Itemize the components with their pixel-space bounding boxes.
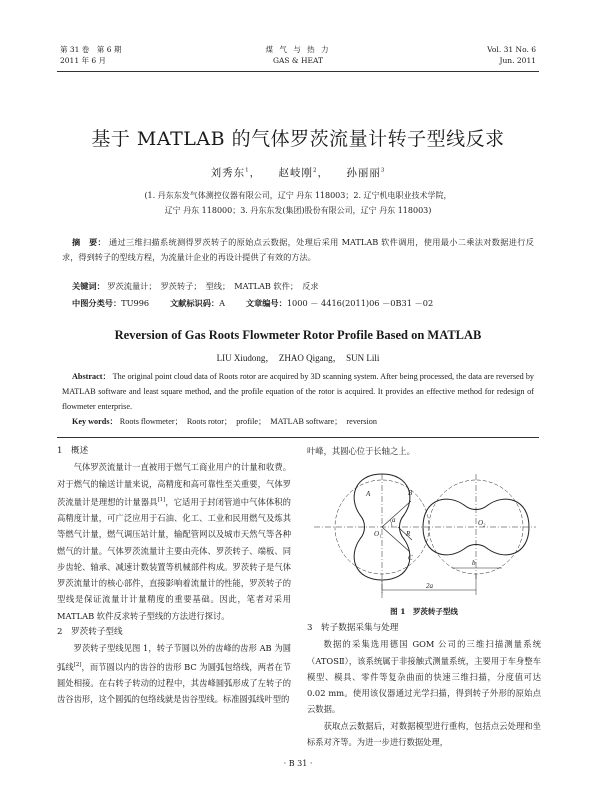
figure-1-caption: 图 1 罗茨转子型线 — [390, 607, 458, 616]
keywords-cn — [72, 281, 319, 292]
label-A: A — [366, 490, 371, 498]
label-a: a — [392, 516, 396, 524]
section-1-heading: 1 概述 — [57, 446, 89, 456]
citation-2: [2] — [73, 661, 82, 668]
affiliation-line-2: 辽宁 丹东 118000；3. 丹东东发(集团)股份有限公司，辽宁 丹东 118003) — [164, 206, 432, 215]
section-3-paragraph-2: 获取点云数据后，对数据模型进行重构，包括点云处理和坐标系对齐等。为进一步进行数据处理， — [307, 720, 541, 748]
section-2-paragraph: 罗茨转子型线见图 1，转子节圆以外的齿峰的齿形 AB 为圆弧线[2]，而节圆以内的齿谷的齿形 BC 为圆弧包络线，两者在节圆处相接。在右转子转动的过程中，其齿峰圆弧形成了左转子的齿谷齿形，这个圆弧的包络线就是齿谷型线。标准圆弧线叶型的 — [57, 643, 291, 704]
right-column-top — [307, 443, 541, 459]
label-R: R — [406, 530, 411, 538]
keywords-en-text: Roots flowmeter； Roots rotor； profile； MATLAB software； reversion — [119, 417, 377, 426]
keywords-cn-text: 罗茨流量计； 罗茨转子； 型线； MATLAB 软件； 反求 — [107, 281, 319, 291]
volume-issue: 第 31 卷 第 6 期 — [60, 45, 122, 54]
paper-title-cn: 基于 MATLAB 的气体罗茨流量计转子型线反求 — [91, 128, 505, 150]
author-1: 刘秀东 — [210, 167, 246, 179]
label-2a: 2a — [426, 582, 433, 590]
label-O1: O₁ — [374, 530, 382, 538]
authors-en: LIU Xiudong， ZHAO Qigang， SUN Lili — [216, 353, 380, 363]
journal-volume-info-en — [487, 44, 536, 66]
authors-cn: 刘秀东$^1$， 赵岐刚$^2$， 孙丽丽$^3$ — [210, 167, 386, 179]
abstract-en-label: Abstract： — [72, 372, 111, 381]
section-3-paragraph-1: 数据的采集选用德国 GOM 公司的三维扫描测量系统（ATOSⅡ），该系统属于非接触式测量系统，主要用于车身整车模型、模具、零件等复杂曲面的快速三维扫描，分度值可达 0.02 mm。使用该仪器通过光学扫描，得到转子外形的原始点云数据。 — [307, 639, 541, 715]
issue-date-cn: 2011 年 6 月 — [60, 56, 107, 65]
keywords-en-label: Key words： — [72, 417, 118, 426]
classification-line: 中图分类号：TU996 文献标识码：A 文章编号：1000 － 4416(2011)06 －0B31 －02 — [72, 298, 434, 308]
section-1-paragraph: 气体罗茨流量计一直被用于燃气工商业用户的计量和收费。对于燃气的输送计量来说，高精度和高可靠性至关重要，气体罗茨流量计是理想的计量器具[1]，它适用于封闭管道中气体体积的高精度计量，可广泛应用于石油、化工、工业和民用燃气及炼其等燃气计量，燃气调压站计量，输配管网以及城市天然气等各种燃气的计量。气体罗茨流量计主要由壳体、罗茨转子、端板、同步齿轮、轴承、减速计数装置等机械部件构成。罗茨转子是气体罗茨流量计的核心部件，直接影响着流量计的性能，罗茨转子的型线是保证流量计计量精度的重要基础。因此，笔者对采用 MATLAB 软件反求转子型线的方法进行探讨。 — [57, 462, 291, 621]
volume-issue-en: Vol. 31 No. 6 — [487, 45, 536, 54]
header-rule — [57, 71, 539, 72]
abstract-cn-text: 通过三维扫描系统测得罗茨转子的原始点云数据，处理后采用 MATLAB 软件调用，使用最小二乘法对数据进行反求，得到转子的型线方程，为流量计企业的再设计提供了有效的方法。 — [62, 237, 534, 262]
abstract-en — [62, 369, 534, 414]
left-column — [57, 443, 291, 707]
abstract-cn — [62, 235, 534, 265]
paper-title-en: Reversion of Gas Roots Flowmeter Rotor Profile Based on MATLAB — [114, 328, 482, 342]
section-rule — [57, 437, 539, 438]
issue-date-en: Jun. 2011 — [499, 56, 536, 65]
keywords-cn-label: 关键词： — [72, 281, 105, 291]
label-B: B — [408, 489, 413, 497]
abstract-en-text: The original point cloud data of Roots rotor are acquired by 3D scanning system. After being processed, the data are reversed by MATLAB software and least square method, and the profile equation of the rotor is acquired. It provides an effective method for redesign of flowmeter enterprise. — [62, 372, 535, 411]
paragraph-continuation: 叶峰，其圆心位于长轴之上。 — [307, 446, 415, 456]
keywords-en — [72, 416, 377, 427]
page-number: · B 31 · — [283, 759, 313, 768]
affiliations — [60, 188, 536, 218]
journal-name-en: GAS & HEAT — [272, 56, 323, 65]
label-O2: O₂ — [478, 519, 486, 527]
affiliation-line-1: (1. 丹东东发气体测控仪器有限公司，辽宁 丹东 118003；2. 辽宁机电职业技术学院， — [144, 191, 452, 200]
citation-1: [1] — [157, 496, 166, 503]
label-b: b — [472, 559, 476, 567]
author-3: 孙丽丽 — [346, 167, 381, 179]
label-C: C — [408, 554, 413, 562]
section-3-heading: 3 转子数据采集与处理 — [307, 623, 399, 633]
figure-1-rotor-profile — [312, 470, 540, 602]
section-2-heading: 2 罗茨转子型线 — [57, 627, 123, 638]
right-column-body — [307, 620, 541, 750]
journal-name-cn: 煤 气 与 热 力 — [265, 45, 331, 54]
author-2: 赵岐刚 — [278, 167, 313, 179]
abstract-cn-label: 摘 要： — [72, 237, 107, 247]
